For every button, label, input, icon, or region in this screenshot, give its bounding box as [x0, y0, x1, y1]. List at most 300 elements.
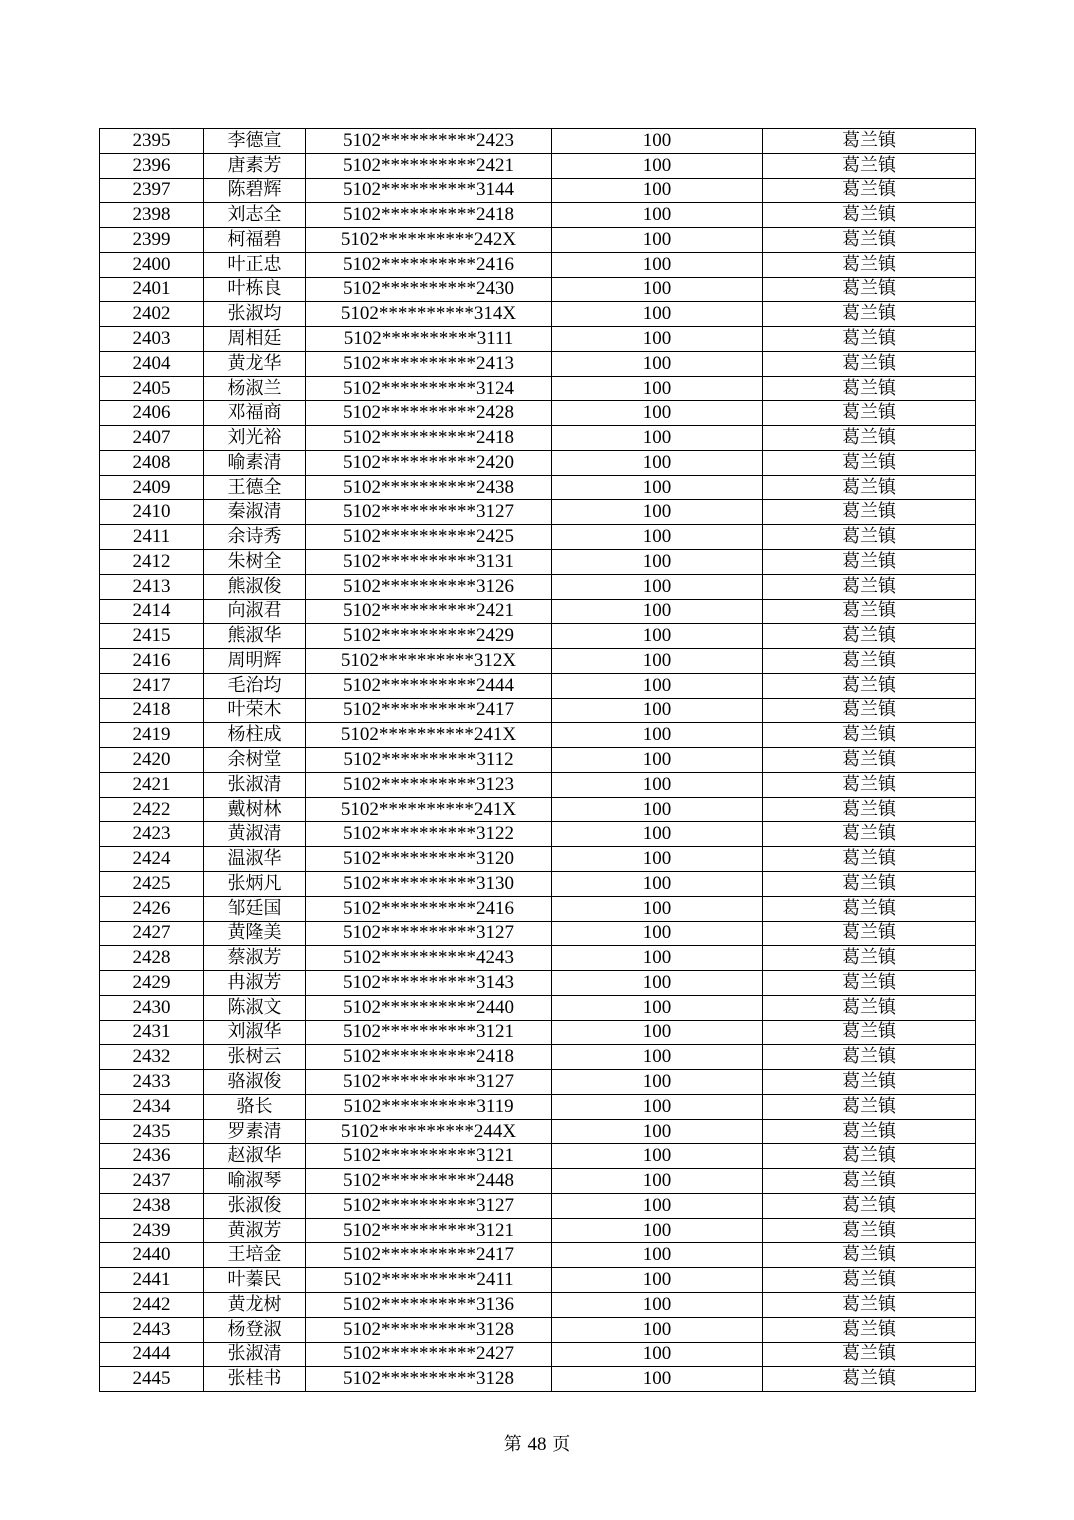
- amount-cell: 100: [552, 1070, 763, 1095]
- amount-cell: 100: [552, 822, 763, 847]
- name-cell: 蔡淑芳: [204, 946, 306, 971]
- amount-cell: 100: [552, 1020, 763, 1045]
- id-number-cell: 5102**********3127: [306, 1070, 552, 1095]
- page-footer: [0, 1430, 1074, 1456]
- amount-cell: 100: [552, 1119, 763, 1144]
- amount-cell: 100: [552, 1144, 763, 1169]
- serial-number-cell: 2395: [100, 129, 204, 154]
- name-cell: 张炳凡: [204, 871, 306, 896]
- table-row: [100, 1367, 976, 1392]
- table-row: [100, 1144, 976, 1169]
- table-row: [100, 995, 976, 1020]
- table-row: [100, 624, 976, 649]
- serial-number-cell: 2403: [100, 327, 204, 352]
- serial-number-cell: 2420: [100, 748, 204, 773]
- table-row: [100, 1070, 976, 1095]
- table-row: [100, 178, 976, 203]
- id-number-cell: 5102**********2430: [306, 277, 552, 302]
- table-row: [100, 525, 976, 550]
- town-cell: 葛兰镇: [763, 203, 976, 228]
- name-cell: 向淑君: [204, 599, 306, 624]
- town-cell: 葛兰镇: [763, 946, 976, 971]
- serial-number-cell: 2421: [100, 772, 204, 797]
- amount-cell: 100: [552, 723, 763, 748]
- town-cell: 葛兰镇: [763, 475, 976, 500]
- town-cell: 葛兰镇: [763, 500, 976, 525]
- amount-cell: 100: [552, 203, 763, 228]
- amount-cell: 100: [552, 475, 763, 500]
- name-cell: 黄淑芳: [204, 1218, 306, 1243]
- town-cell: 葛兰镇: [763, 1119, 976, 1144]
- town-cell: 葛兰镇: [763, 1193, 976, 1218]
- amount-cell: 100: [552, 797, 763, 822]
- name-cell: 黄龙华: [204, 351, 306, 376]
- town-cell: 葛兰镇: [763, 351, 976, 376]
- id-number-cell: 5102**********2417: [306, 698, 552, 723]
- amount-cell: 100: [552, 550, 763, 575]
- id-number-cell: 5102**********3126: [306, 574, 552, 599]
- town-cell: 葛兰镇: [763, 327, 976, 352]
- name-cell: 王德全: [204, 475, 306, 500]
- town-cell: 葛兰镇: [763, 797, 976, 822]
- serial-number-cell: 2401: [100, 277, 204, 302]
- name-cell: 黄龙树: [204, 1292, 306, 1317]
- table-row: [100, 1169, 976, 1194]
- table-row: [100, 228, 976, 253]
- table-row: [100, 550, 976, 575]
- id-number-cell: 5102**********2418: [306, 1045, 552, 1070]
- town-cell: 葛兰镇: [763, 1020, 976, 1045]
- town-cell: 葛兰镇: [763, 401, 976, 426]
- id-number-cell: 5102**********3121: [306, 1144, 552, 1169]
- town-cell: 葛兰镇: [763, 550, 976, 575]
- town-cell: 葛兰镇: [763, 995, 976, 1020]
- town-cell: 葛兰镇: [763, 698, 976, 723]
- table-row: [100, 896, 976, 921]
- table-row: [100, 1020, 976, 1045]
- table-row: [100, 971, 976, 996]
- serial-number-cell: 2412: [100, 550, 204, 575]
- amount-cell: 100: [552, 748, 763, 773]
- town-cell: 葛兰镇: [763, 822, 976, 847]
- page-number: 48: [527, 1434, 547, 1455]
- name-cell: 唐素芳: [204, 153, 306, 178]
- amount-cell: 100: [552, 351, 763, 376]
- name-cell: 喻素清: [204, 450, 306, 475]
- id-number-cell: 5102**********3121: [306, 1218, 552, 1243]
- table-row: [100, 153, 976, 178]
- town-cell: 葛兰镇: [763, 376, 976, 401]
- serial-number-cell: 2431: [100, 1020, 204, 1045]
- amount-cell: 100: [552, 1243, 763, 1268]
- amount-cell: 100: [552, 401, 763, 426]
- table-row: [100, 921, 976, 946]
- table-row: [100, 574, 976, 599]
- town-cell: 葛兰镇: [763, 1169, 976, 1194]
- town-cell: 葛兰镇: [763, 525, 976, 550]
- town-cell: 葛兰镇: [763, 921, 976, 946]
- amount-cell: 100: [552, 772, 763, 797]
- name-cell: 张淑清: [204, 772, 306, 797]
- name-cell: 杨柱成: [204, 723, 306, 748]
- serial-number-cell: 2436: [100, 1144, 204, 1169]
- amount-cell: 100: [552, 153, 763, 178]
- table-row: [100, 203, 976, 228]
- table-row: [100, 252, 976, 277]
- town-cell: 葛兰镇: [763, 228, 976, 253]
- table-row: [100, 698, 976, 723]
- amount-cell: 100: [552, 896, 763, 921]
- table-row: [100, 450, 976, 475]
- serial-number-cell: 2426: [100, 896, 204, 921]
- amount-cell: 100: [552, 673, 763, 698]
- id-number-cell: 5102**********2411: [306, 1268, 552, 1293]
- amount-cell: 100: [552, 1218, 763, 1243]
- footer-prefix: 第: [503, 1434, 522, 1455]
- id-number-cell: 5102**********2423: [306, 129, 552, 154]
- table-row: [100, 351, 976, 376]
- id-number-cell: 5102**********2413: [306, 351, 552, 376]
- table-row: [100, 376, 976, 401]
- amount-cell: 100: [552, 252, 763, 277]
- serial-number-cell: 2432: [100, 1045, 204, 1070]
- id-number-cell: 5102**********2418: [306, 426, 552, 451]
- table-row: [100, 1268, 976, 1293]
- id-number-cell: 5102**********2421: [306, 153, 552, 178]
- amount-cell: 100: [552, 946, 763, 971]
- id-number-cell: 5102**********241X: [306, 797, 552, 822]
- serial-number-cell: 2435: [100, 1119, 204, 1144]
- id-number-cell: 5102**********2427: [306, 1342, 552, 1367]
- table-row: [100, 426, 976, 451]
- id-number-cell: 5102**********2448: [306, 1169, 552, 1194]
- town-cell: 葛兰镇: [763, 1243, 976, 1268]
- table-row: [100, 1119, 976, 1144]
- town-cell: 葛兰镇: [763, 178, 976, 203]
- table-row: [100, 673, 976, 698]
- town-cell: 葛兰镇: [763, 1070, 976, 1095]
- amount-cell: 100: [552, 1045, 763, 1070]
- name-cell: 熊淑华: [204, 624, 306, 649]
- town-cell: 葛兰镇: [763, 129, 976, 154]
- id-number-cell: 5102**********3127: [306, 1193, 552, 1218]
- name-cell: 黄隆美: [204, 921, 306, 946]
- name-cell: 张淑均: [204, 302, 306, 327]
- serial-number-cell: 2415: [100, 624, 204, 649]
- serial-number-cell: 2434: [100, 1094, 204, 1119]
- id-number-cell: 5102**********2416: [306, 252, 552, 277]
- town-cell: 葛兰镇: [763, 1367, 976, 1392]
- town-cell: 葛兰镇: [763, 1045, 976, 1070]
- table-row: [100, 772, 976, 797]
- amount-cell: 100: [552, 1342, 763, 1367]
- table-row: [100, 302, 976, 327]
- name-cell: 温淑华: [204, 847, 306, 872]
- name-cell: 毛治均: [204, 673, 306, 698]
- serial-number-cell: 2437: [100, 1169, 204, 1194]
- town-cell: 葛兰镇: [763, 426, 976, 451]
- amount-cell: 100: [552, 1094, 763, 1119]
- name-cell: 邓福商: [204, 401, 306, 426]
- amount-cell: 100: [552, 847, 763, 872]
- serial-number-cell: 2405: [100, 376, 204, 401]
- amount-cell: 100: [552, 525, 763, 550]
- town-cell: 葛兰镇: [763, 1342, 976, 1367]
- id-number-cell: 5102**********3121: [306, 1020, 552, 1045]
- name-cell: 骆淑俊: [204, 1070, 306, 1095]
- id-number-cell: 5102**********2438: [306, 475, 552, 500]
- id-number-cell: 5102**********2420: [306, 450, 552, 475]
- id-number-cell: 5102**********3122: [306, 822, 552, 847]
- table-row: [100, 847, 976, 872]
- name-cell: 朱树全: [204, 550, 306, 575]
- serial-number-cell: 2396: [100, 153, 204, 178]
- amount-cell: 100: [552, 574, 763, 599]
- amount-cell: 100: [552, 649, 763, 674]
- name-cell: 王培金: [204, 1243, 306, 1268]
- town-cell: 葛兰镇: [763, 1218, 976, 1243]
- amount-cell: 100: [552, 1169, 763, 1194]
- serial-number-cell: 2406: [100, 401, 204, 426]
- name-cell: 陈碧辉: [204, 178, 306, 203]
- serial-number-cell: 2438: [100, 1193, 204, 1218]
- town-cell: 葛兰镇: [763, 1094, 976, 1119]
- serial-number-cell: 2399: [100, 228, 204, 253]
- table-row: [100, 822, 976, 847]
- town-cell: 葛兰镇: [763, 302, 976, 327]
- table-row: [100, 1317, 976, 1342]
- town-cell: 葛兰镇: [763, 772, 976, 797]
- table-row: [100, 475, 976, 500]
- table-row: [100, 723, 976, 748]
- amount-cell: 100: [552, 450, 763, 475]
- id-number-cell: 5102**********3124: [306, 376, 552, 401]
- serial-number-cell: 2404: [100, 351, 204, 376]
- serial-number-cell: 2425: [100, 871, 204, 896]
- town-cell: 葛兰镇: [763, 748, 976, 773]
- amount-cell: 100: [552, 971, 763, 996]
- name-cell: 张淑清: [204, 1342, 306, 1367]
- id-number-cell: 5102**********3128: [306, 1317, 552, 1342]
- table-row: [100, 599, 976, 624]
- id-number-cell: 5102**********2444: [306, 673, 552, 698]
- amount-cell: 100: [552, 1317, 763, 1342]
- town-cell: 葛兰镇: [763, 1317, 976, 1342]
- table-row: [100, 1094, 976, 1119]
- town-cell: 葛兰镇: [763, 599, 976, 624]
- table-row: [100, 129, 976, 154]
- id-number-cell: 5102**********3111: [306, 327, 552, 352]
- name-cell: 张树云: [204, 1045, 306, 1070]
- id-number-cell: 5102**********4243: [306, 946, 552, 971]
- table-row: [100, 327, 976, 352]
- name-cell: 杨淑兰: [204, 376, 306, 401]
- footer-suffix: 页: [552, 1434, 571, 1455]
- table-row: [100, 1045, 976, 1070]
- town-cell: 葛兰镇: [763, 896, 976, 921]
- name-cell: 周相廷: [204, 327, 306, 352]
- town-cell: 葛兰镇: [763, 723, 976, 748]
- id-number-cell: 5102**********2417: [306, 1243, 552, 1268]
- table-row: [100, 277, 976, 302]
- serial-number-cell: 2407: [100, 426, 204, 451]
- name-cell: 熊淑俊: [204, 574, 306, 599]
- serial-number-cell: 2416: [100, 649, 204, 674]
- amount-cell: 100: [552, 871, 763, 896]
- id-number-cell: 5102**********2429: [306, 624, 552, 649]
- amount-cell: 100: [552, 277, 763, 302]
- name-cell: 叶正忠: [204, 252, 306, 277]
- serial-number-cell: 2440: [100, 1243, 204, 1268]
- id-number-cell: 5102**********244X: [306, 1119, 552, 1144]
- name-cell: 刘志全: [204, 203, 306, 228]
- name-cell: 周明辉: [204, 649, 306, 674]
- name-cell: 骆长: [204, 1094, 306, 1119]
- id-number-cell: 5102**********312X: [306, 649, 552, 674]
- name-cell: 罗素清: [204, 1119, 306, 1144]
- serial-number-cell: 2428: [100, 946, 204, 971]
- amount-cell: 100: [552, 1292, 763, 1317]
- name-cell: 冉淑芳: [204, 971, 306, 996]
- serial-number-cell: 2400: [100, 252, 204, 277]
- id-number-cell: 5102**********3144: [306, 178, 552, 203]
- table-row: [100, 1243, 976, 1268]
- name-cell: 刘光裕: [204, 426, 306, 451]
- town-cell: 葛兰镇: [763, 971, 976, 996]
- table-row: [100, 1218, 976, 1243]
- id-number-cell: 5102**********3127: [306, 921, 552, 946]
- town-cell: 葛兰镇: [763, 1292, 976, 1317]
- table-row: [100, 649, 976, 674]
- town-cell: 葛兰镇: [763, 450, 976, 475]
- id-number-cell: 5102**********3127: [306, 500, 552, 525]
- serial-number-cell: 2430: [100, 995, 204, 1020]
- id-number-cell: 5102**********3131: [306, 550, 552, 575]
- serial-number-cell: 2419: [100, 723, 204, 748]
- name-cell: 陈淑文: [204, 995, 306, 1020]
- town-cell: 葛兰镇: [763, 624, 976, 649]
- town-cell: 葛兰镇: [763, 1144, 976, 1169]
- serial-number-cell: 2414: [100, 599, 204, 624]
- name-cell: 赵淑华: [204, 1144, 306, 1169]
- id-number-cell: 5102**********241X: [306, 723, 552, 748]
- name-cell: 李德宣: [204, 129, 306, 154]
- name-cell: 邹廷国: [204, 896, 306, 921]
- table-row: [100, 1342, 976, 1367]
- serial-number-cell: 2423: [100, 822, 204, 847]
- id-number-cell: 5102**********3143: [306, 971, 552, 996]
- serial-number-cell: 2439: [100, 1218, 204, 1243]
- id-number-cell: 5102**********3119: [306, 1094, 552, 1119]
- amount-cell: 100: [552, 500, 763, 525]
- table-row: [100, 871, 976, 896]
- id-number-cell: 5102**********3120: [306, 847, 552, 872]
- id-number-cell: 5102**********3123: [306, 772, 552, 797]
- amount-cell: 100: [552, 1367, 763, 1392]
- data-table: [99, 128, 976, 1392]
- name-cell: 黄淑清: [204, 822, 306, 847]
- amount-cell: 100: [552, 1193, 763, 1218]
- name-cell: 余树堂: [204, 748, 306, 773]
- serial-number-cell: 2427: [100, 921, 204, 946]
- id-number-cell: 5102**********2421: [306, 599, 552, 624]
- serial-number-cell: 2443: [100, 1317, 204, 1342]
- serial-number-cell: 2445: [100, 1367, 204, 1392]
- amount-cell: 100: [552, 228, 763, 253]
- name-cell: 叶栋良: [204, 277, 306, 302]
- name-cell: 柯福碧: [204, 228, 306, 253]
- serial-number-cell: 2413: [100, 574, 204, 599]
- id-number-cell: 5102**********3136: [306, 1292, 552, 1317]
- serial-number-cell: 2433: [100, 1070, 204, 1095]
- amount-cell: 100: [552, 599, 763, 624]
- serial-number-cell: 2444: [100, 1342, 204, 1367]
- name-cell: 戴树林: [204, 797, 306, 822]
- name-cell: 喻淑琴: [204, 1169, 306, 1194]
- id-number-cell: 5102**********3112: [306, 748, 552, 773]
- id-number-cell: 5102**********2440: [306, 995, 552, 1020]
- table-row: [100, 500, 976, 525]
- amount-cell: 100: [552, 624, 763, 649]
- table-body: [100, 129, 976, 1392]
- id-number-cell: 5102**********242X: [306, 228, 552, 253]
- id-number-cell: 5102**********3130: [306, 871, 552, 896]
- table-row: [100, 401, 976, 426]
- serial-number-cell: 2411: [100, 525, 204, 550]
- name-cell: 叶蓁民: [204, 1268, 306, 1293]
- town-cell: 葛兰镇: [763, 847, 976, 872]
- serial-number-cell: 2417: [100, 673, 204, 698]
- name-cell: 余诗秀: [204, 525, 306, 550]
- id-number-cell: 5102**********2428: [306, 401, 552, 426]
- town-cell: 葛兰镇: [763, 1268, 976, 1293]
- amount-cell: 100: [552, 327, 763, 352]
- serial-number-cell: 2422: [100, 797, 204, 822]
- id-number-cell: 5102**********2416: [306, 896, 552, 921]
- name-cell: 张桂书: [204, 1367, 306, 1392]
- amount-cell: 100: [552, 698, 763, 723]
- serial-number-cell: 2418: [100, 698, 204, 723]
- serial-number-cell: 2398: [100, 203, 204, 228]
- serial-number-cell: 2429: [100, 971, 204, 996]
- town-cell: 葛兰镇: [763, 871, 976, 896]
- id-number-cell: 5102**********2425: [306, 525, 552, 550]
- amount-cell: 100: [552, 1268, 763, 1293]
- serial-number-cell: 2442: [100, 1292, 204, 1317]
- table-row: [100, 1193, 976, 1218]
- amount-cell: 100: [552, 426, 763, 451]
- name-cell: 秦淑清: [204, 500, 306, 525]
- id-number-cell: 5102**********3128: [306, 1367, 552, 1392]
- amount-cell: 100: [552, 129, 763, 154]
- name-cell: 杨登淑: [204, 1317, 306, 1342]
- serial-number-cell: 2409: [100, 475, 204, 500]
- town-cell: 葛兰镇: [763, 277, 976, 302]
- name-cell: 叶荣木: [204, 698, 306, 723]
- amount-cell: 100: [552, 995, 763, 1020]
- amount-cell: 100: [552, 376, 763, 401]
- town-cell: 葛兰镇: [763, 252, 976, 277]
- town-cell: 葛兰镇: [763, 649, 976, 674]
- table-row: [100, 1292, 976, 1317]
- town-cell: 葛兰镇: [763, 153, 976, 178]
- id-number-cell: 5102**********314X: [306, 302, 552, 327]
- id-number-cell: 5102**********2418: [306, 203, 552, 228]
- serial-number-cell: 2397: [100, 178, 204, 203]
- serial-number-cell: 2441: [100, 1268, 204, 1293]
- table-row: [100, 797, 976, 822]
- name-cell: 刘淑华: [204, 1020, 306, 1045]
